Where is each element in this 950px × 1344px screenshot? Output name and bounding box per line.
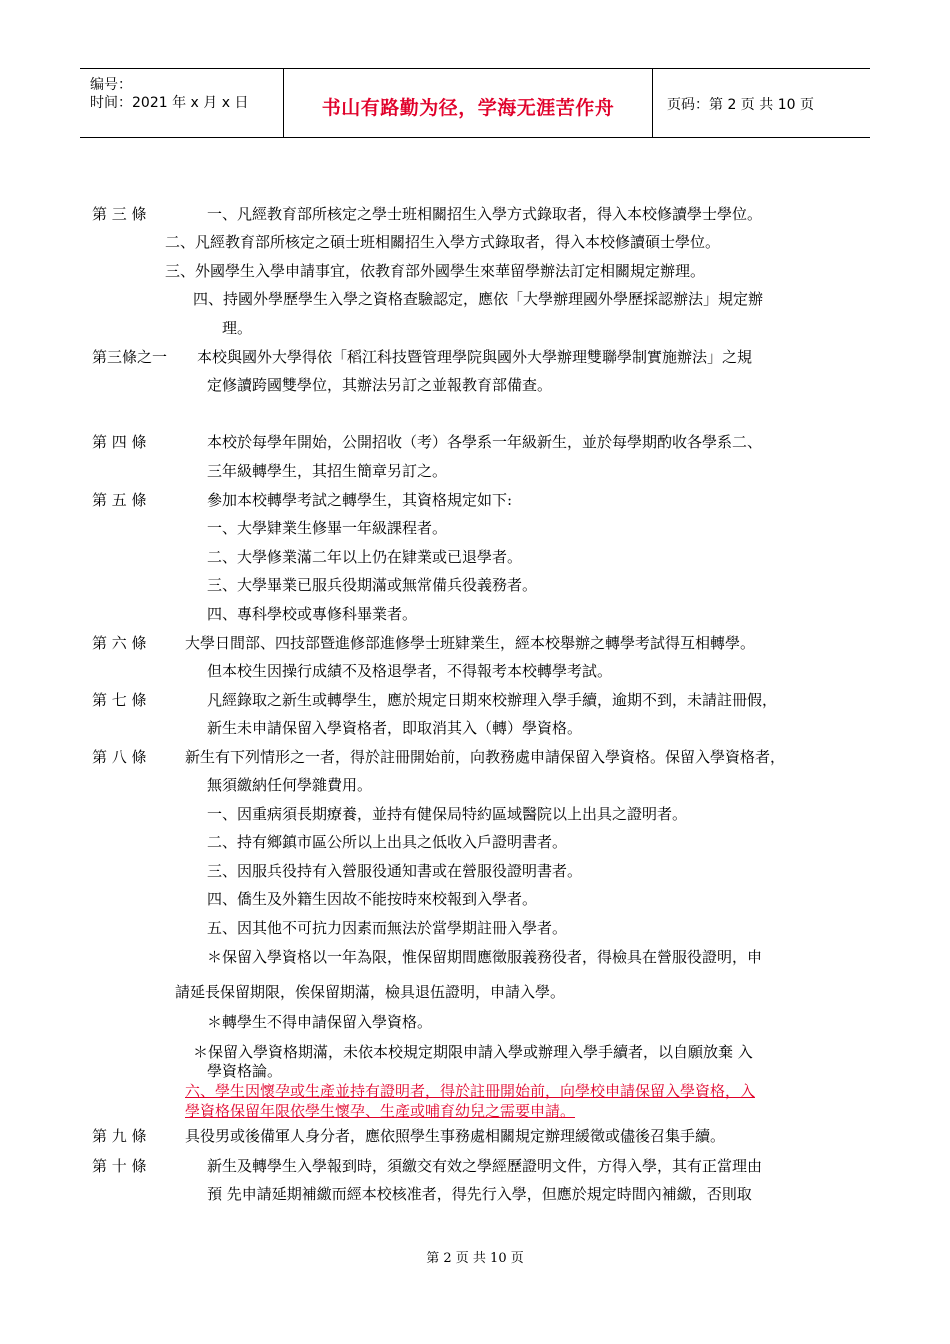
article-line: ＊保留入學資格以一年為限，惟保留期間應徵服義務役者，得檢具在營服役證明，申 [207, 948, 763, 966]
article-line: ＊保留入學資格期滿，未依本校規定期限申請入學或辦理入學手續者，以自願放棄 入 [193, 1043, 753, 1061]
article-line: 理。 [222, 319, 253, 337]
article-label: 第 九 條 [92, 1127, 147, 1145]
page-footer: 第 2 页 共 10 页 [426, 1251, 524, 1266]
header-motto: 书山有路勤为径，学海无涯苦作舟 [321, 97, 615, 119]
article-line: 無須繳納任何學雜費用。 [207, 776, 373, 794]
article-label: 第 八 條 [92, 748, 147, 766]
article-line: 新生及轉學生入學報到時，須繳交有效之學經歷證明文件，方得入學，其有正當理由 [207, 1157, 763, 1175]
article-line: 三、外國學生入學申請事宜，依教育部外國學生來華留學辦法訂定相關規定辦理。 [165, 262, 706, 280]
article-line: 請延長保留期限，俟保留期滿，檢具退伍證明，申請入學。 [175, 983, 566, 1001]
article-line: 凡經錄取之新生或轉學生，應於規定日期來校辦理入學手續，逾期不到，未請註冊假， [207, 691, 778, 709]
article-line: 二、大學修業滿二年以上仍在肄業或已退學者。 [207, 548, 523, 566]
article-line: 具役男或後備軍人身分者，應依照學生事務處相關規定辦理緩徵或儘後召集手續。 [185, 1127, 726, 1145]
article-label: 第 十 條 [92, 1157, 147, 1175]
article-line: 四、持國外學歷學生入學之資格查驗認定，應依「大學辦理國外學歷採認辦法」規定辦 [193, 290, 764, 308]
header-page-cell [653, 69, 870, 137]
article-line: 但本校生因操行成績不及格退學者，不得報考本校轉學考試。 [207, 662, 613, 680]
article-line: 四、專科學校或專修科畢業者。 [207, 605, 418, 623]
page-header [80, 68, 870, 138]
article-line: 本校於每學年開始，公開招收（考）各學系一年級新生，並於每學期酌收各學系二、 [207, 433, 763, 451]
article-line: 參加本校轉學考試之轉學生，其資格規定如下: [207, 491, 513, 509]
article-line: 二、凡經教育部所核定之碩士班相關招生入學方式錄取者，得入本校修讀碩士學位。 [165, 233, 721, 251]
article-line: 三年級轉學生，其招生簡章另訂之。 [207, 462, 448, 480]
article-line: 大學日間部、四技部暨進修部進修學士班肄業生，經本校舉辦之轉學考試得互相轉學。 [185, 634, 756, 652]
header-meta-cell [80, 69, 284, 137]
article-label: 第 四 條 [92, 433, 147, 451]
article-label: 第 六 條 [92, 634, 147, 652]
amendment-line: 學資格保留年限依學生懷孕、生產或哺育幼兒之需要申請。 [185, 1102, 576, 1120]
article-label: 第三條之一 [92, 348, 168, 366]
article-label: 第 五 條 [92, 491, 147, 509]
article-line: 一、凡經教育部所核定之學士班相關招生入學方式錄取者，得入本校修讀學士學位。 [207, 205, 763, 223]
article-line: 一、因重病須長期療養，並持有健保局特約區域醫院以上出具之證明者。 [207, 805, 688, 823]
header-page-info: 页码：第 2 页 共 10 页 [667, 97, 814, 113]
article-label: 第 三 條 [92, 205, 147, 223]
article-line: 五、因其他不可抗力因素而無法於當學期註冊入學者。 [207, 919, 568, 937]
header-motto-cell [284, 69, 653, 137]
article-line: 四、僑生及外籍生因故不能按時來校報到入學者。 [207, 890, 538, 908]
document-number-label: 编号： [90, 77, 132, 93]
article-line: 本校與國外大學得依「稻江科技暨管理學院與國外大學辦理雙聯學制實施辦法」之規 [197, 348, 753, 366]
article-line: 一、大學肄業生修畢一年級課程者。 [207, 519, 448, 537]
article-line: 三、因服兵役持有入營服役通知書或在營服役證明書者。 [207, 862, 583, 880]
article-line: 新生有下列情形之一者，得於註冊開始前，向教務處申請保留入學資格。保留入學資格者， [185, 748, 786, 766]
amendment-line: 六、學生因懷孕或生產並持有證明者，得於註冊開始前，向學校申請保留入學資格，入 [185, 1082, 756, 1100]
document-time-label: 时间：2021 年 x 月 x 日 [90, 95, 249, 111]
article-line: 預 先申請延期補繳而經本校核准者，得先行入學，但應於規定時間內補繳，否則取 [207, 1185, 752, 1203]
article-line: 二、持有鄉鎮市區公所以上出具之低收入戶證明書者。 [207, 833, 568, 851]
article-line: ＊轉學生不得申請保留入學資格。 [207, 1013, 433, 1031]
article-line: 學資格論。 [207, 1062, 283, 1080]
article-line: 三、大學畢業已服兵役期滿或無常備兵役義務者。 [207, 576, 538, 594]
article-line: 新生未申請保留入學資格者，即取消其入（轉）學資格。 [207, 719, 583, 737]
article-line: 定修讀跨國雙學位，其辦法另訂之並報教育部備查。 [207, 376, 553, 394]
article-label: 第 七 條 [92, 691, 147, 709]
